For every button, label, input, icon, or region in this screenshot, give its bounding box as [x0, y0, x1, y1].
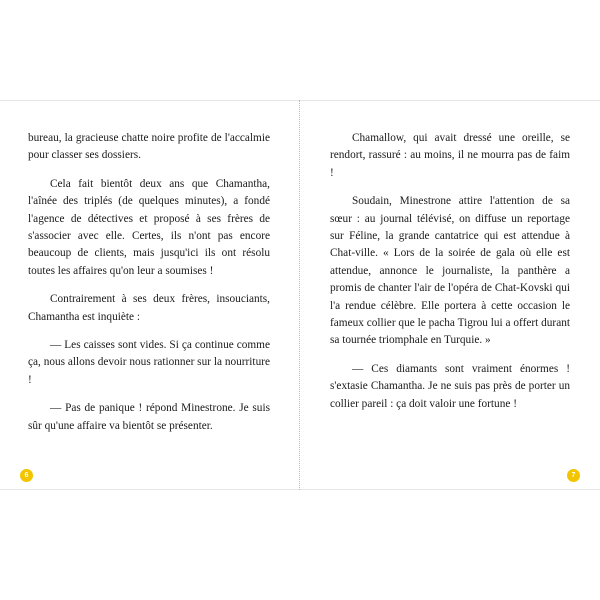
paragraph: Soudain, Minestrone attire l'attention de sa sœur : au journal télévisé, on diffuse un reportage sur Féline, la grande cantatrice qui est attendue à Chat-ville. « Lors de la soirée de gala où elle est attendue, annonce le journaliste, la panthère a promis de chanter l'air de l'opéra de Chat-Kovski qui l'a rendue célèbre. Elle portera à cette occasion le fameux collier que le pacha Tigrou lui a offert durant sa tournée triomphale en Turquie. » — [330, 195, 570, 347]
paragraph: Chamallow, qui avait dressé une oreille, se rendort, rassuré : au moins, il ne mourra pas de faim ! — [330, 132, 570, 179]
page-number-right: 7 — [567, 469, 580, 482]
paragraph-dialogue: — Pas de panique ! répond Minestrone. Je suis sûr qu'une affaire va bientôt se présenter. — [28, 402, 270, 432]
paragraph-dialogue: — Ces diamants sont vraiment énormes ! s'extasie Chamantha. Je ne suis pas près de porter un collier pareil : ça doit valoir une fortune ! — [330, 362, 570, 410]
paragraph: Contrairement à ses deux frères, insouciants, Chamantha est inquiète : — [28, 293, 270, 323]
paragraph: Cela fait bientôt deux ans que Chamantha, l'aînée des triplés (de quelques minutes), a fondé l'agence de détectives et proposé à ses frères de s'associer avec elle. Certes, ils n'ont pas encore beaucoup de clients, mais jusqu'ici ils ont résolu toutes les affaires qu'on leur a soumises ! — [28, 177, 270, 277]
paragraph-dialogue: — Les caisses sont vides. Si ça continue comme ça, nous allons devoir nous rationner sur la nourriture ! — [28, 339, 270, 386]
page-number-left: 6 — [20, 469, 33, 482]
paragraph: bureau, la gracieuse chatte noire profite de l'accalmie pour classer ses dossiers. — [28, 132, 270, 162]
right-page — [300, 100, 600, 490]
left-page — [0, 100, 300, 490]
